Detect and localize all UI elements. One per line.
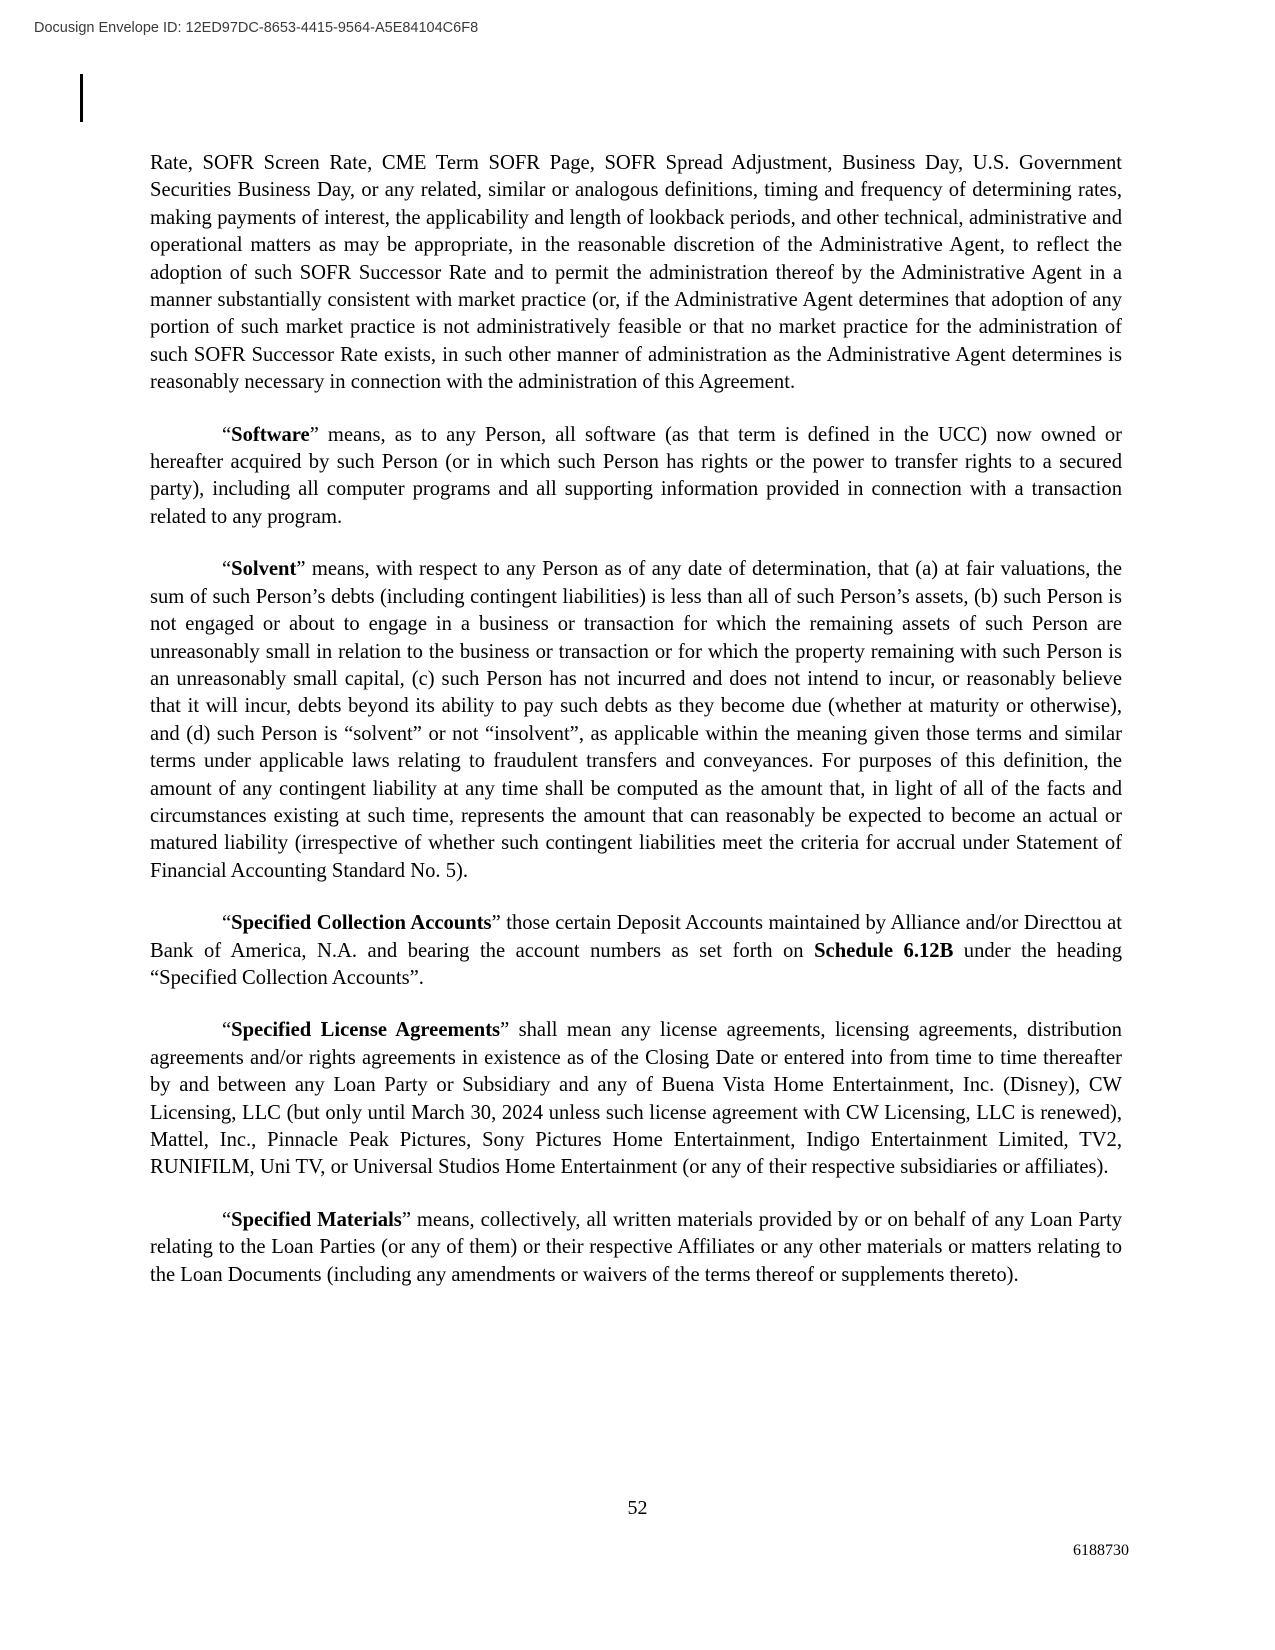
document-number: 6188730 <box>1073 1542 1129 1559</box>
defined-term-specified-license-agreements: Specified License Agreements <box>231 1019 501 1042</box>
paragraph-text: Rate, SOFR Screen Rate, CME Term SOFR Page, SOFR Spread Adjustment, Business Day, U.S. Government Securities Business Day, or any related, similar or analogous definitions, timing and frequency of determining rates, making payments of interest, the applicability and length of lookback periods, and other technical, administrative and operational matters as may be appropriate, in the reasonable discretion of the Administrative Agent, to reflect the adoption of such SOFR Successor Rate and to permit the administration thereof by the Administrative Agent in a manner substantially consistent with market practice (or, if the Administrative Agent determines that adoption of any portion of such market practice is not administratively feasible or that no market practice for the administration of such SOFR Successor Rate exists, in such other manner of administration as the Administrative Agent determines is reasonably necessary in connection with the administration of this Agreement. <box>150 152 1122 394</box>
open-quote: “ <box>222 423 232 446</box>
revision-change-bar <box>80 74 83 122</box>
open-quote: “ <box>222 1208 232 1231</box>
defined-term-specified-materials: Specified Materials <box>231 1208 402 1231</box>
definition-text: ” means, as to any Person, all software (as that term is defined in the UCC) now owned or hereafter acquired by such Person (or in which such Person has rights or the power to transfer rights to a secured party), including all computer programs and all supporting information provided in connection with a transaction related to any program. <box>150 423 1122 528</box>
defined-term-software: Software <box>231 423 310 446</box>
defined-term-solvent: Solvent <box>231 558 297 581</box>
definition-specified-materials <box>150 1207 1122 1289</box>
open-quote: “ <box>222 558 232 581</box>
definition-text: ” those certain Deposit Accounts maintained by Alliance and/or Directtou at Bank of America, N.A. and bearing the account numbers as set forth on <box>150 912 1122 962</box>
paragraph-sofr-conforming-changes-continued <box>150 150 1122 397</box>
page-number: 52 <box>627 1497 648 1519</box>
definition-text: ” shall mean any license agreements, licensing agreements, distribution agreements and/or rights agreements in existence as of the Closing Date or entered into from time to time thereafter by and between any Loan Party or Subsidiary and any of Buena Vista Home Entertainment, Inc. (Disney), CW Licensing, LLC (but only until March 30, 2024 unless such license agreement with CW Licensing, LLC is renewed), Mattel, Inc., Pinnacle Peak Pictures, Sony Pictures Home Entertainment, Indigo Entertainment Limited, TV2, RUNIFILM, Uni TV, or Universal Studios Home Entertainment (or any of their respective subsidiaries or affiliates). <box>150 1019 1122 1179</box>
definition-text: ” means, collectively, all written materials provided by or on behalf of any Loan Party relating to the Loan Parties (or any of them) or their respective Affiliates or any other materials or matters relating to the Loan Documents (including any amendments or waivers of the terms thereof or supplements thereto). <box>150 1208 1123 1286</box>
document-body <box>150 150 1122 1314</box>
schedule-reference: Schedule 6.12B <box>814 939 954 962</box>
definition-specified-license-agreements <box>150 1017 1122 1181</box>
defined-term-specified-collection-accounts: Specified Collection Accounts <box>231 912 492 935</box>
envelope-id-header: Docusign Envelope ID: 12ED97DC-8653-4415-9564-A5E84104C6F8 <box>34 20 479 36</box>
definition-software <box>150 422 1122 532</box>
definition-text-after: under the heading “Specified Collection Accounts”. <box>150 939 1122 989</box>
definition-text: ” means, with respect to any Person as of any date of determination, that (a) at fair valuations, the sum of such Person’s debts (including contingent liabilities) is less than all of such Person’s assets, (b) such Person is not engaged or about to engage in a business or transaction for which the remaining assets of such Person are unreasonably small in relation to the business or transaction or for which the property remaining with such Person is an unreasonably small capital, (c) such Person has not incurred and does not intend to incur, or reasonably believe that it will incur, debts beyond its ability to pay such debts as they become due (whether at maturity or otherwise), and (d) such Person is “solvent” or not “insolvent”, as applicable within the meaning given those terms and similar terms under applicable laws relating to fraudulent transfers and conveyances. For purposes of this definition, the amount of any contingent liability at any time shall be computed as the amount that, in light of all of the facts and circumstances existing at such time, represents the amount that can reasonably be expected to become an actual or matured liability (irrespective of whether such contingent liabilities meet the criteria for accrual under Statement of Financial Accounting Standard No. 5). <box>150 558 1122 882</box>
definition-solvent <box>150 556 1122 885</box>
definition-specified-collection-accounts <box>150 910 1122 992</box>
open-quote: “ <box>222 912 232 935</box>
open-quote: “ <box>222 1019 232 1042</box>
